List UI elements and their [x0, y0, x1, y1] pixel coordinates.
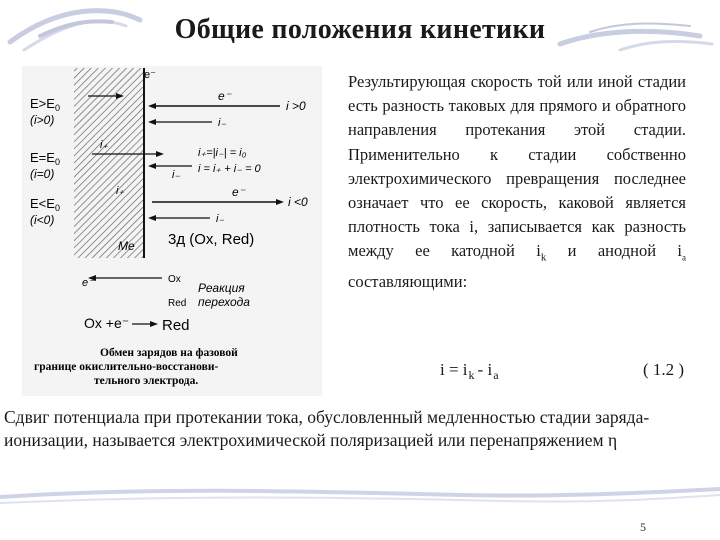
- row3-i-negative: i <0: [288, 195, 308, 209]
- figure-caption-3: тельного электрода.: [94, 375, 199, 387]
- row2-exchange-eq: i₊=|i₋| = i₀: [198, 147, 247, 159]
- sub-k: k: [540, 251, 547, 264]
- row3-i-plus: i₊: [116, 185, 125, 197]
- row1-current: (i>0): [30, 113, 55, 127]
- equation-left: Ox +e⁻: [84, 315, 130, 331]
- row3-current: (i<0): [30, 213, 55, 227]
- row1-condition: $E>E_0$: [30, 96, 60, 113]
- row2-i-plus: i₊: [100, 139, 109, 151]
- electrode-diagram: [22, 66, 322, 396]
- row1-i-positive: i >0: [286, 99, 306, 113]
- reaction-label-1: Реакция: [198, 281, 245, 295]
- row3-i-minus: i₋: [216, 213, 225, 225]
- red-label: Red: [168, 298, 187, 309]
- formula-1-2: [440, 360, 700, 380]
- double-layer-label: 3д (Ox, Red): [168, 231, 255, 248]
- formula-lhs: i = i: [440, 360, 468, 379]
- formula-sub-a: a: [493, 368, 499, 382]
- slide-title: Общие положения кинетики: [174, 14, 546, 45]
- body-paragraph: Результирующая скорость той или иной стадии есть разность таковых для прямого и обратного направления протекания этой стадии. Применительно к стадии собственно электрохимического превращения последнее означает что ее скорость, каковой является плотность тока i, записывается как разность между ее катодной $i_k$ и анодной $i_a$ составляющими:: [348, 72, 686, 291]
- figure-caption-1: Обмен зарядов на фазовой: [100, 347, 238, 359]
- row1-i-minus: i₋: [218, 117, 227, 129]
- row2-current: (i=0): [30, 167, 55, 181]
- row1-electron: e⁻: [218, 89, 232, 103]
- row2-total-eq: i = i₊ + i₋ = 0: [198, 163, 261, 175]
- decorative-swoosh-bottom: [0, 485, 720, 515]
- metal-label: Me: [118, 239, 135, 253]
- row2-i-minus: i₋: [172, 169, 181, 181]
- row2-condition: $E=E_0$: [30, 150, 60, 167]
- equation-right: Red: [162, 317, 190, 334]
- electron-left-label: e⁻: [82, 277, 94, 289]
- figure-caption-2: границе окислительно-восстанови-: [34, 361, 219, 373]
- formula-sub-k: k: [468, 368, 475, 382]
- reaction-label-2: перехода: [198, 295, 250, 309]
- formula-op: - i: [477, 360, 493, 379]
- page-number: 5: [640, 520, 646, 534]
- formula-number: ( 1.2 ): [643, 360, 685, 379]
- row3-electron: e⁻: [232, 185, 246, 199]
- ox-label: Ox: [168, 274, 181, 285]
- sub-a: a: [682, 252, 686, 263]
- row3-condition: $E<E_0$: [30, 196, 60, 213]
- definition-paragraph: Сдвиг потенциала при протекании тока, обусловленный медленностью стадии заряда-ионизации, называется электрохимической поляризацией или перенапряжением η: [4, 407, 650, 450]
- electron-top-label: e⁻: [144, 69, 156, 81]
